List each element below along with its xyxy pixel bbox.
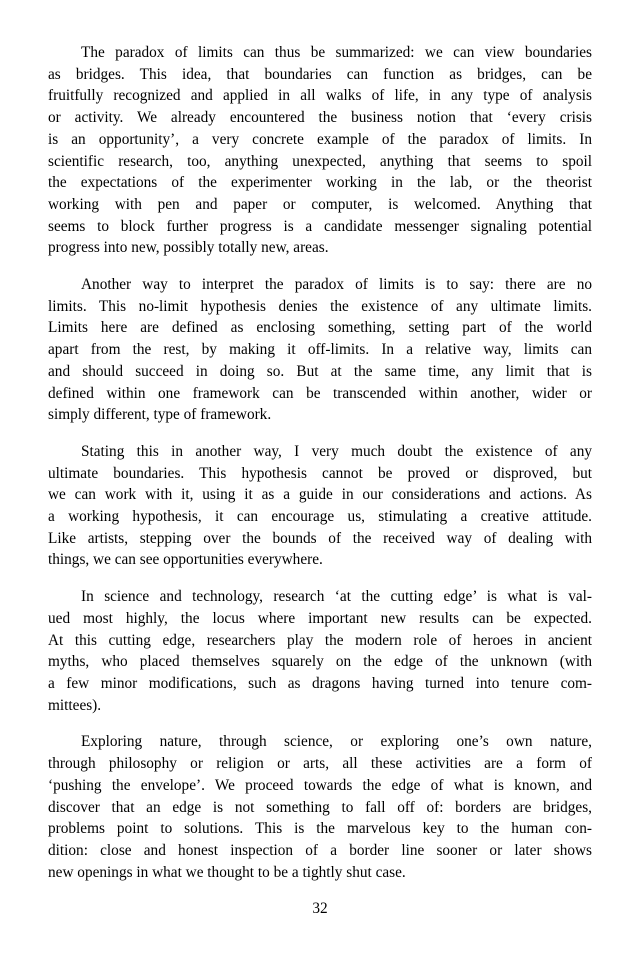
- text-line: or activity. We already encountered the business notion that ‘every crisis: [48, 109, 592, 127]
- text-line: ‘pushing the envelope’. We proceed towards the edge of what is known, and: [48, 776, 592, 794]
- text-line: dition: close and honest inspection of a border line sooner or later shows: [48, 841, 592, 859]
- text-line: The paradox of limits can thus be summarized: we can view boundaries: [81, 44, 592, 61]
- text-line: a few minor modifications, such as dragons having turned into tenure com-: [48, 674, 592, 692]
- text-line: seems to block further progress is a candidate messenger signaling potential: [48, 217, 592, 235]
- text-line: and should succeed in doing so. But at the same time, any limit that is: [48, 362, 592, 380]
- text-line: simply different, type of framework.: [48, 406, 272, 424]
- paragraph: [48, 42, 592, 259]
- text-line: working with pen and paper or computer, is welcomed. Anything that: [48, 195, 592, 213]
- text-line: the expectations of the experimenter working in the lab, or the theorist: [48, 174, 592, 192]
- text-line: fruitfully recognized and applied in all walks of life, in any type of analysis: [48, 87, 592, 105]
- text-line: a working hypothesis, it can encourage us, stimulating a creative attitude.: [48, 508, 592, 526]
- text-line: things, we can see opportunities everywhere.: [48, 551, 323, 569]
- text-line: Limits here are defined as enclosing something, setting part of the world: [48, 319, 592, 337]
- text-line: progress into new, possibly totally new, areas.: [48, 239, 329, 257]
- text-line: new openings in what we thought to be a tightly shut case.: [48, 863, 406, 881]
- text-line: problems point to solutions. This is the marvelous key to the human con-: [48, 820, 592, 838]
- text-line: is an opportunity’, a very concrete example of the paradox of limits. In: [48, 130, 592, 148]
- text-line: Another way to interpret the paradox of limits is to say: there are no: [81, 276, 592, 294]
- paragraph: [48, 731, 592, 883]
- text-line: we can work with it, using it as a guide in our considerations and actions. As: [48, 486, 592, 504]
- paragraph: [48, 586, 592, 716]
- text-line: At this cutting edge, researchers play the modern role of heroes in ancient: [48, 631, 592, 649]
- text-line: myths, who placed themselves squarely on the edge of the unknown (with: [48, 653, 592, 671]
- text-line: through philosophy or religion or arts, all these activities are a form of: [48, 755, 592, 773]
- paragraph: [48, 274, 592, 426]
- text-line: mittees).: [48, 696, 102, 714]
- paragraph: [48, 441, 592, 571]
- text-line: In science and technology, research ‘at the cutting edge’ is what is val-: [81, 588, 592, 606]
- text-line: scientific research, too, anything unexpected, anything that seems to spoil: [48, 152, 592, 170]
- text-line: as bridges. This idea, that boundaries can function as bridges, can be: [48, 65, 592, 83]
- text-line: ultimate boundaries. This hypothesis cannot be proved or disproved, but: [48, 464, 592, 482]
- text-line: apart from the rest, by making it off-limits. In a relative way, limits can: [48, 341, 592, 359]
- text-line: Exploring nature, through science, or exploring one’s own nature,: [81, 733, 592, 751]
- text-line: limits. This no-limit hypothesis denies the existence of any ultimate limits.: [48, 297, 592, 315]
- page-number: 32: [312, 900, 328, 917]
- text-line: ued most highly, the locus where important new results can be expected.: [48, 609, 592, 627]
- text-line: discover that an edge is not something to fall off of: borders are bridges,: [48, 798, 592, 816]
- text-line: defined within one framework can be transcended within another, wider or: [48, 384, 592, 402]
- text-block: [48, 42, 592, 883]
- text-line: Like artists, stepping over the bounds of the received way of dealing with: [48, 529, 592, 547]
- text-line: Stating this in another way, I very much doubt the existence of any: [81, 442, 592, 460]
